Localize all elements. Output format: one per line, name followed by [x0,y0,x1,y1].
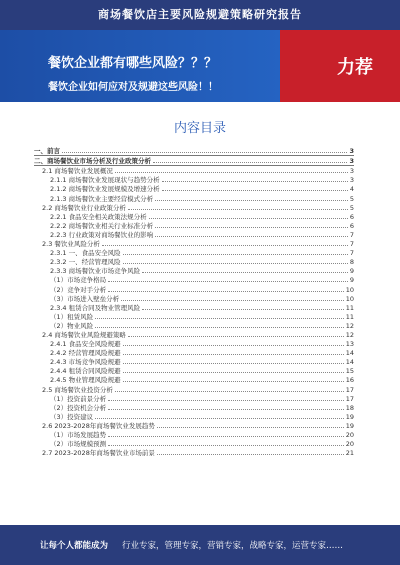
toc-page-number: 18 [345,403,354,412]
toc-entry[interactable] [34,312,354,321]
toc-page-number: 6 [349,221,354,230]
toc-page-number: 7 [349,249,354,258]
toc-entry-text: （2）竞争对手分析 [50,285,107,294]
toc-entry[interactable] [34,394,354,403]
toc-leader-dots [128,336,344,337]
toc-page-number: 13 [345,340,354,349]
toc-entry[interactable] [34,257,354,266]
toc-leader-dots [108,291,344,292]
toc-entry[interactable] [34,366,354,375]
toc-entry[interactable] [34,221,354,230]
toc-leader-dots [108,400,344,401]
toc-leader-dots [155,200,348,201]
toc-page-number: 5 [349,203,354,212]
toc-page-number: 10 [345,285,354,294]
footer-slogan: 让每个人都能成为 [40,541,109,551]
footer-tagline: 行业专家，管理专家，营销专家，战略专家，运营专家…… [122,541,344,551]
toc-leader-dots [123,254,348,255]
toc-entry-text: 2.4.3 市场竞争风险规避 [50,358,121,367]
toc-entry-text: 2.1.3 商场餐饮业主要经营模式分析 [50,194,154,203]
toc-entry-text: （2）物业风险 [50,321,94,330]
toc-page-number: 17 [345,385,354,394]
toc-entry[interactable] [34,448,354,457]
toc-leader-dots [95,318,344,319]
toc-entry-text: 2.2.1 食品安全相关政策法规分析 [50,212,147,221]
toc-page-number: 9 [349,267,354,276]
toc-entry-text: （1）市场发展趋势 [50,431,107,439]
toc-entry[interactable] [34,348,354,357]
toc-leader-dots [108,409,344,410]
toc-entry-text: （1）租赁风险 [50,312,94,321]
toc-leader-dots [142,272,348,273]
toc-entry[interactable] [34,248,354,257]
toc-entry-text: 2.3.1 一、食品安全风险 [50,249,121,258]
toc-entry-text: 2.4.5 物业管理风险规避 [50,376,121,385]
toc-entry-text: （2）市场规模预测 [50,440,107,449]
toc-leader-dots [123,372,344,373]
toc-page-number: 3 [349,167,354,176]
toc-entry[interactable] [34,230,354,239]
toc-entry[interactable] [34,430,354,439]
toc-page-number: 11 [345,303,354,312]
toc-page-number: 17 [345,394,354,403]
toc-entry[interactable] [34,193,354,202]
toc-entry[interactable] [34,384,354,393]
toc-entry[interactable] [34,330,354,339]
report-title: 商场餐饮店主要风险规避策略研究报告 [98,8,302,21]
toc-entry-text: 2.4.1 食品安全风险规避 [50,340,121,349]
toc-entry-text: 2.1.2 商场餐饮业发展规模及增速分析 [50,185,160,194]
toc-entry-text: 2.7 2023-2028年商场餐饮业市场前景 [42,449,155,458]
toc-leader-dots [128,209,348,210]
toc-entry-text: （3）市场进入壁垒分析 [50,294,120,303]
toc-entry-text: 2.1.1 商场餐饮业发展现状与趋势分析 [50,176,160,185]
toc-leader-dots [115,391,344,392]
toc-leader-dots [162,190,348,191]
toc-page-number: 11 [345,312,354,321]
toc-page-number: 14 [345,358,354,367]
toc-leader-dots [102,245,348,246]
toc-leader-dots [95,327,344,328]
toc-entry[interactable] [34,175,354,184]
banner-subheadline: 餐饮企业如何应对及规避这些风险！！ [48,82,218,93]
toc-entry-text: （1）投资前景分析 [50,394,107,403]
toc-page-number: 3 [349,176,354,185]
toc-leader-dots [162,181,348,182]
toc-leader-dots [108,281,348,282]
toc-page-number: 20 [345,431,354,439]
toc-leader-dots [115,172,348,173]
toc-entry[interactable] [34,321,354,330]
toc-leader-dots [142,309,344,310]
toc-page-number: 10 [345,294,354,303]
toc-entry[interactable] [34,303,354,312]
toc-leader-dots [149,218,348,219]
toc-page-number: 3 [349,157,354,166]
toc-entry[interactable] [34,412,354,421]
toc-page-number: 19 [345,421,354,430]
toc-page-number: 19 [345,412,354,421]
toc-entry-text: 2.2.2 商场餐饮业相关行业标准分析 [50,221,154,230]
toc-entry[interactable] [34,203,354,212]
toc-leader-dots [157,427,344,428]
toc-entry-text: 2.6 2023-2028年商场餐饮业发展趋势 [42,421,155,430]
toc-leader-dots [153,162,347,163]
toc-entry[interactable] [34,212,354,221]
toc-entry-text: 2.1 商场餐饮业发展概况 [42,167,113,176]
toc-page-number: 12 [345,330,354,339]
toc-leader-dots [62,152,347,153]
toc-page-number: 15 [345,367,354,376]
toc-leader-dots [123,354,344,355]
toc-entry-text: （3）投资建议 [50,412,94,421]
toc-leader-dots [95,418,344,419]
toc-entry[interactable] [34,184,354,193]
toc-leader-dots [155,227,348,228]
toc-entry[interactable] [34,421,354,430]
toc-entry-text: 2.4.4 租赁合同风险规避 [50,367,121,376]
toc-page-number: 8 [349,258,354,267]
toc-entry[interactable] [34,275,354,284]
toc-leader-dots [123,363,344,364]
toc-leader-dots [108,436,344,437]
toc-entry-text: （1）市场竞争格局 [50,276,107,285]
toc-entry-text: 2.5 商场餐饮业投资分析 [42,385,113,394]
toc-page-number: 4 [349,185,354,194]
toc-entry[interactable] [34,156,354,166]
toc-entry-text: 2.3.4 租赁合同及物业管理风险 [50,303,141,312]
toc-leader-dots [121,300,344,301]
toc-entry[interactable] [34,339,354,348]
toc-page-number: 3 [349,147,354,156]
toc-entry[interactable] [34,284,354,293]
toc-page-number: 9 [349,276,354,285]
toc-page-number: 16 [345,376,354,385]
toc-leader-dots [123,263,348,264]
footer-bar [0,525,400,565]
toc-entry-text: 2.4 商场餐饮业风险规避策略 [42,330,126,339]
report-title-bar [0,0,400,30]
toc-entry-text: 2.2 商场餐饮业行业政策分析 [42,203,126,212]
toc-entry[interactable] [34,403,354,412]
toc-entry-text: 二、商场餐饮业市场分析及行业政策分析 [34,157,151,166]
toc-entry-text: 2.3.3 商场餐饮业市场竞争风险 [50,267,141,276]
toc-entry[interactable] [34,146,354,156]
banner-headline: 餐饮企业都有哪些风险？？？ [48,56,218,71]
toc-entry-text: 一、前言 [34,147,60,156]
toc-page-number: 6 [349,212,354,221]
toc-entry[interactable] [34,357,354,366]
toc-entry[interactable] [34,439,354,448]
toc-entry-text: 2.4.2 经营管理风险规避 [50,349,121,358]
toc-leader-dots [123,381,344,382]
toc-page-number: 5 [349,194,354,203]
toc-entry-text: 2.3.2 一、经营管理风险 [50,258,121,267]
toc-page-number: 21 [345,449,354,458]
toc-entry-text: 2.3 餐饮业风险分析 [42,240,100,249]
toc-page-number: 12 [345,321,354,330]
toc-entry[interactable] [34,294,354,303]
toc-leader-dots [123,345,344,346]
toc-entry[interactable] [34,375,354,384]
toc-entry-text: 2.2.3 行业政策对商场餐饮业的影响 [50,230,154,239]
toc-leader-dots [157,454,344,455]
toc-entry[interactable] [34,166,354,175]
toc-entry[interactable] [34,239,354,248]
toc-heading: 内容目录 [173,121,226,136]
toc-leader-dots [108,445,344,446]
toc-page-number: 7 [349,230,354,239]
toc-page-number: 20 [345,440,354,449]
toc-entry-text: （2）投资机会分析 [50,403,107,412]
toc-page-number: 14 [345,349,354,358]
recommend-badge: 力荐 [310,30,400,102]
toc-leader-dots [155,236,348,237]
table-of-contents [34,146,354,457]
toc-page-number: 7 [349,240,354,249]
toc-entry[interactable] [34,266,354,275]
